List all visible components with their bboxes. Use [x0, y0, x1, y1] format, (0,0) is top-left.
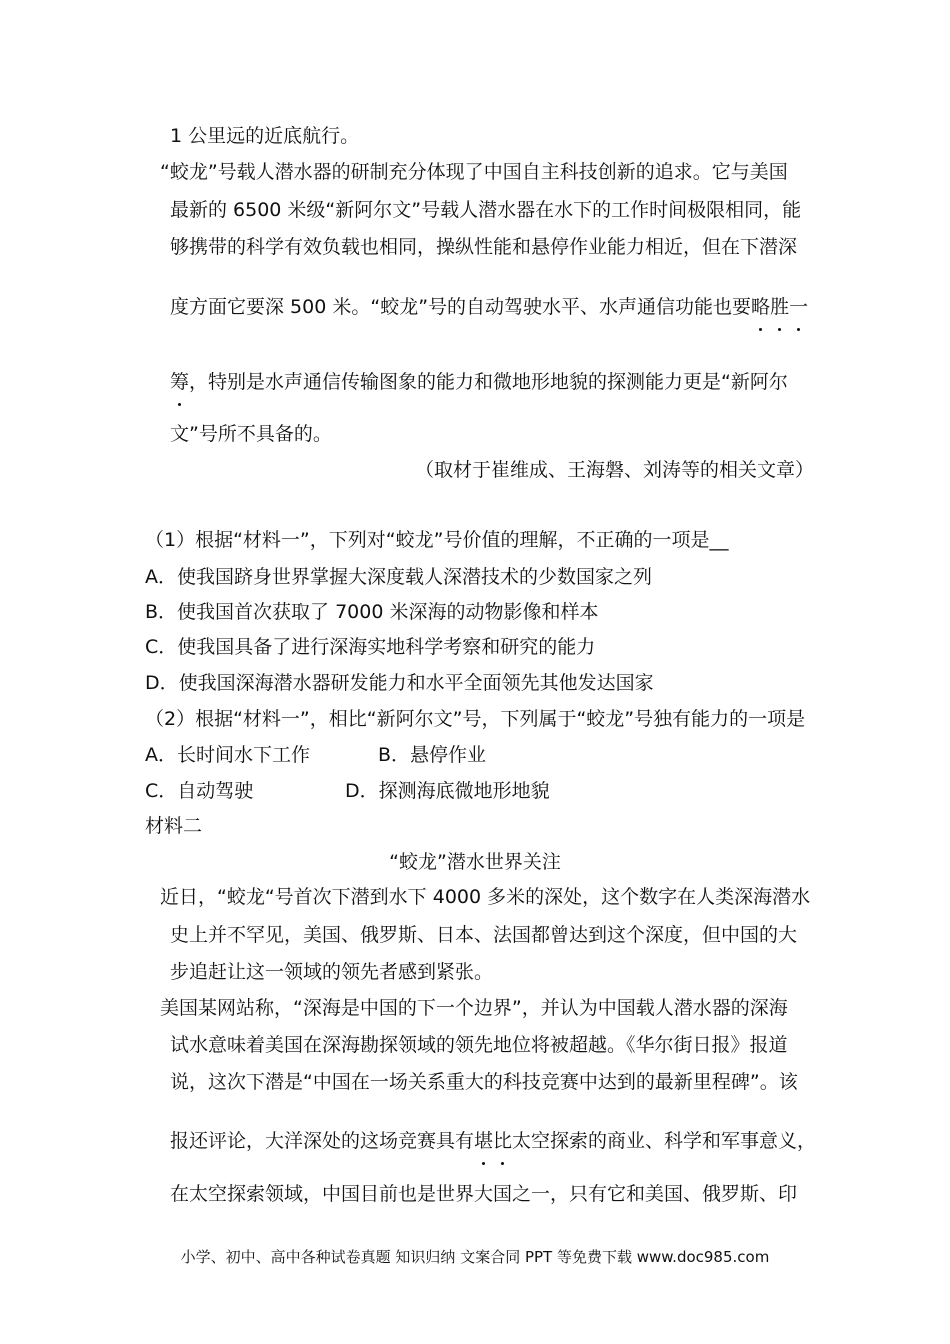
option-b: B．悬停作业 [378, 744, 487, 766]
emphasized-char: 略 [751, 296, 771, 318]
section-title: “蛟龙”潜水世界关注 [389, 851, 561, 873]
text-segment: ，特别是水声通信传输图象的能力和微地形地貌的探测能力更是“新阿尔 [189, 371, 788, 393]
option-c: C．自动驾驶 [145, 780, 254, 802]
paragraph-line: 1 公里远的近底航行。 [170, 125, 360, 147]
paragraph-line: 够携带的科学有效负载也相同，操纵性能和悬停作业能力相近，但在下潜深 [170, 236, 798, 258]
paragraph-line: 史上并不罕见，美国、俄罗斯、日本、法国都曾达到这个深度，但中国的大 [170, 924, 798, 946]
paragraph-line: 在太空探索领域，中国目前也是世界大国之一，只有它和美国、俄罗斯、印 [170, 1183, 798, 1205]
paragraph-line [170, 370, 788, 394]
paragraph-line: 美国某网站称，“深海是中国的下一个边界”，并认为中国载人潜水器的深海 [160, 997, 788, 1019]
paragraph-line: 说，这次下潜是“中国在一场关系重大的科技竞赛中达到的最新里程碑”。该 [170, 1071, 798, 1093]
emphasized-char: 胜 [770, 296, 790, 318]
text-segment: 度方面它要深 500 米。“蛟龙”号的自动驾驶水平、水声通信功能也要 [170, 296, 752, 318]
emphasized-char: 比 [493, 1130, 513, 1152]
emphasized-char: 堪 [474, 1130, 494, 1152]
paragraph-line: 试水意味着美国在深海勘探领域的领先地位将被超越。《华尔街日报》报道 [170, 1034, 788, 1056]
paragraph-line [170, 295, 808, 319]
paragraph-line [170, 1129, 816, 1153]
text-segment: 报还评论，大洋深处的这场竞赛具有 [170, 1130, 475, 1152]
question-stem: （2）根据“材料一”，相比“新阿尔文”号，下列属于“蛟龙”号独有能力的一项是 [145, 708, 806, 730]
paragraph-line: 步追赶让这一领域的领先者感到紧张。 [170, 961, 494, 983]
source-citation: （取材于崔维成、王海磐、刘涛等的相关文章） [415, 459, 815, 481]
option-c: C．使我国具备了进行深海实地科学考察和研究的能力 [145, 636, 596, 658]
option-a: A．使我国跻身世界掌握大深度载人深潜技术的少数国家之列 [145, 566, 652, 588]
question-stem: （1）根据“材料一”，下列对“蛟龙”号价值的理解，不正确的一项是__ [145, 529, 729, 551]
paragraph-line: 文”号所不具备的。 [170, 423, 332, 445]
option-a: A．长时间水下工作 [145, 744, 310, 766]
text-segment: 太空探索的商业、科学和军事意义， [512, 1130, 817, 1152]
option-d: D．使我国深海潜水器研发能力和水平全面领先其他发达国家 [145, 672, 654, 694]
paragraph-line: 最新的 6500 米级“新阿尔文”号载人潜水器在水下的工作时间极限相同，能 [170, 199, 802, 221]
emphasized-char: 一 [789, 296, 809, 318]
paragraph-line: “蛟龙”号载人潜水器的研制充分体现了中国自主科技创新的追求。它与美国 [160, 161, 788, 183]
emphasized-char: 筹 [170, 371, 190, 393]
page-footer: 小学、初中、高中各种试卷真题 知识归纳 文案合同 PPT 等免费下载 www.doc985.com [180, 1248, 770, 1266]
section-label: 材料二 [145, 815, 203, 837]
option-b: B．使我国首次获取了 7000 米深海的动物影像和样本 [145, 601, 599, 623]
paragraph-line: 近日，“蛟龙“号首次下潜到水下 4000 多米的深处，这个数字在人类深海潜水 [160, 886, 811, 908]
option-d: D．探测海底微地形地貌 [345, 780, 550, 802]
